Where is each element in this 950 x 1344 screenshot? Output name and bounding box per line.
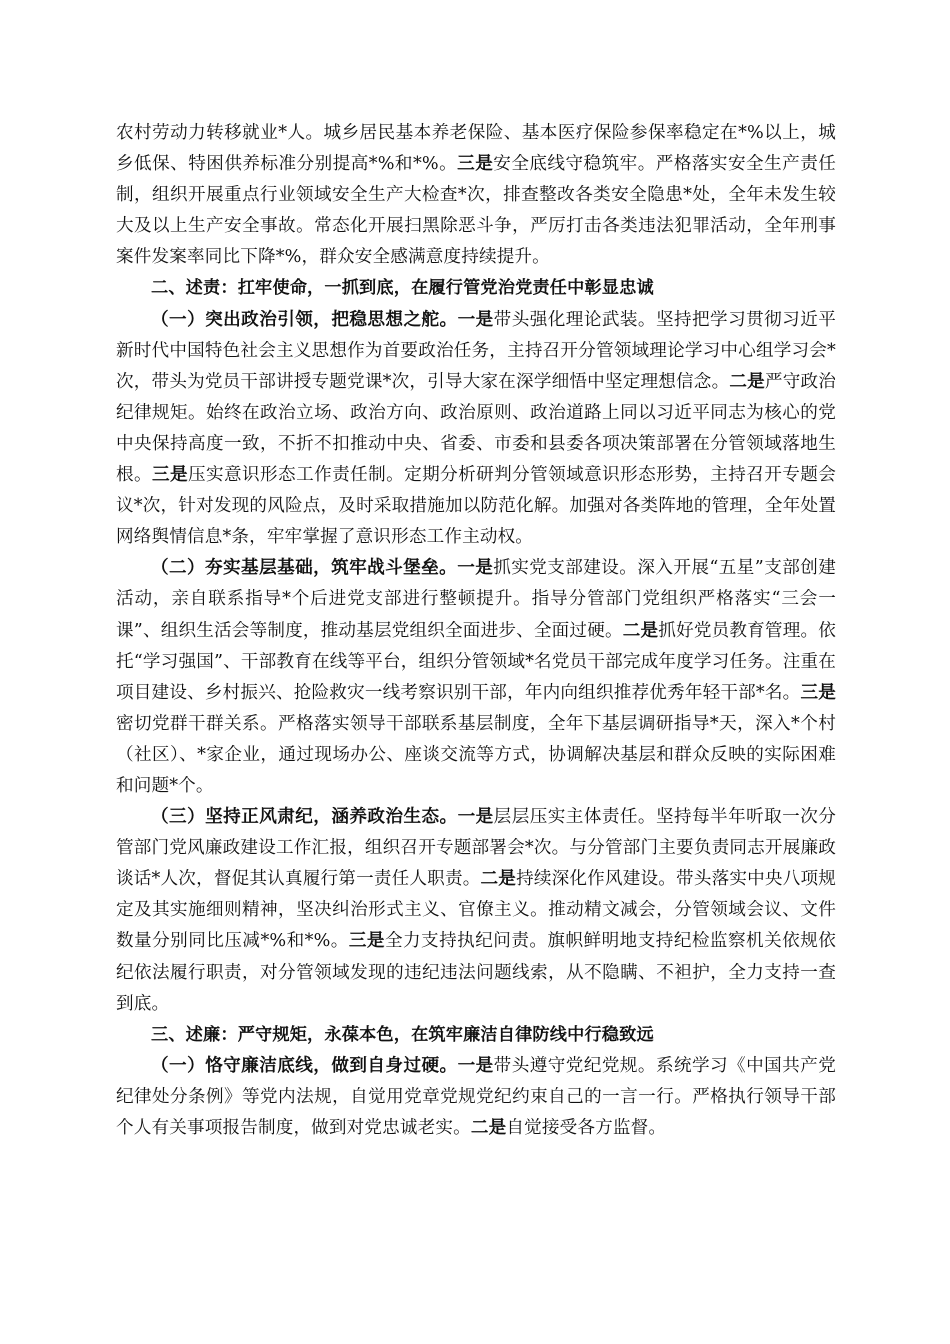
paragraph-text: 压实意识形态工作责任制。定期分析研判分管领域意识形态形势，主持召开专题会议*次，针对发现的风险点，及时采取措施加以防范化解。加强对各类阵地的管理，全年处置网络舆情信息*条，牢牢掌握了意识形态工作主动权。 <box>116 465 836 548</box>
bold-marker: 二是 <box>470 1118 507 1138</box>
paragraph-livelihood-safety <box>116 118 836 273</box>
bold-marker: 一是 <box>457 807 494 828</box>
paragraph-grassroots <box>116 553 836 802</box>
paragraph-text: 安全底线守稳筑牢。严格落实安全生产责任制，组织开展重点行业领域安全生产大检查*次，排查整改各类安全隐患*处，全年未发生较大及以上生产安全事故。常态化开展扫黑除恶斗争，严厉打击各类违法犯罪活动，全年刑事案件发案率同比下降*%，群众安全感满意度持续提升。 <box>116 154 837 268</box>
paragraph-text: 全力支持执纪问责。旗帜鲜明地支持纪检监察机关依规依纪依法履行职责，对分管领域发现的违纪违法问题线索，从不隐瞒、不袒护，全力支持一查到底。 <box>116 931 836 1014</box>
subsection-heading: （一）恪守廉洁底线，做到自身过硬。 <box>151 1055 458 1076</box>
bold-marker: 二是 <box>729 371 765 392</box>
bold-marker: 一是 <box>457 309 494 330</box>
section-heading-3: 三、述廉：严守规矩，永葆本色，在筑牢廉洁自律防线中行稳致远 <box>151 1024 654 1045</box>
paragraph-text: 农村劳动力转移就业*人。城乡居民基本养老保险、基本医疗保险参保率稳定在*%以上，城乡低保、特困供养标准分别提高*%和*%。 <box>116 123 836 175</box>
paragraph-text: 密切党群干群关系。严格落实领导干部联系基层制度，全年下基层调研指导*天，深入*个村（社区）、*家企业，通过现场办公、座谈交流等方式，协调解决基层和群众反映的实际困难和问题*个。 <box>116 713 836 796</box>
bold-marker: 二是 <box>622 620 659 641</box>
paragraph-text: 层层压实主体责任。坚持每半年听取一次分管部门党风廉政建设工作汇报，组织召开专题部署会*次。与分管部门主要负责同志开展廉政谈话*人次，督促其认真履行第一责任人职责。 <box>116 807 836 890</box>
subsection-heading: （二）夯实基层基础，筑牢战斗堡垒。 <box>151 558 458 579</box>
paragraph-political-guidance <box>116 305 836 554</box>
paragraph-text: 严守政治纪律规矩。始终在政治立场、政治方向、政治原则、政治道路上同以习近平同志为核心的党中央保持高度一致，不折不扣推动中央、省委、市委和县委各项决策部署在分管领域落地生根。 <box>116 371 836 486</box>
paragraph-text: 抓实党支部建设。深入开展“五星”支部创建活动，亲自联系指导*个后进党支部进行整顿提升。指导分管部门党组织严格落实“三会一课”、组织生活会等制度，推动基层党组织全面进步、全面过硬。 <box>116 558 836 641</box>
bold-marker: 三是 <box>152 465 189 486</box>
bold-marker: 一是 <box>457 1055 494 1076</box>
section-heading-2: 二、述责：扛牢使命，一抓到底，在履行管党治党责任中彰显忠诚 <box>151 278 654 299</box>
subsection-heading: （一）突出政治引领，把稳思想之舵。 <box>151 309 458 330</box>
paragraph-integrity <box>116 1051 836 1144</box>
bold-marker: 一是 <box>457 558 494 579</box>
document-page <box>116 118 836 1144</box>
paragraph-text: 抓好党员教育管理。依托“学习强国”、干部教育在线等平台，组织分管领域*名党员干部完成年度学习任务。注重在项目建设、乡村振兴、抢险救灾一线考察识别干部，年内向组织推荐优秀年轻干部*名。 <box>116 620 836 703</box>
subsection-heading: （三）坚持正风肃纪，涵养政治生态。 <box>151 807 458 828</box>
bold-marker: 三是 <box>348 931 385 952</box>
paragraph-text: 持续深化作风建设。带头落实中央八项规定及其实施细则精神，坚决纠治形式主义、官僚主义。推动精文减会，分管领域会议、文件数量分别同比压减*%和*%。 <box>116 869 836 952</box>
bold-marker: 二是 <box>480 869 517 890</box>
bold-marker: 三是 <box>457 154 494 175</box>
paragraph-text: 带头强化理论武装。坚持把学习贯彻习近平新时代中国特色社会主义思想作为首要政治任务，主持召开分管领域理论学习中心组学习会*次，带头为党员干部讲授专题党课*次，引导大家在深学细悟中坚定理想信念。 <box>116 309 836 392</box>
paragraph-text: 带头遵守党纪党规。系统学习《中国共产党纪律处分条例》等党内法规，自觉用党章党规党纪约束自己的一言一行。严格执行领导干部个人有关事项报告制度，做到对党忠诚老实。 <box>116 1055 836 1138</box>
paragraph-discipline <box>116 802 836 1020</box>
bold-marker: 三是 <box>800 682 836 703</box>
paragraph-text: 自觉接受各方监督。 <box>506 1118 667 1138</box>
